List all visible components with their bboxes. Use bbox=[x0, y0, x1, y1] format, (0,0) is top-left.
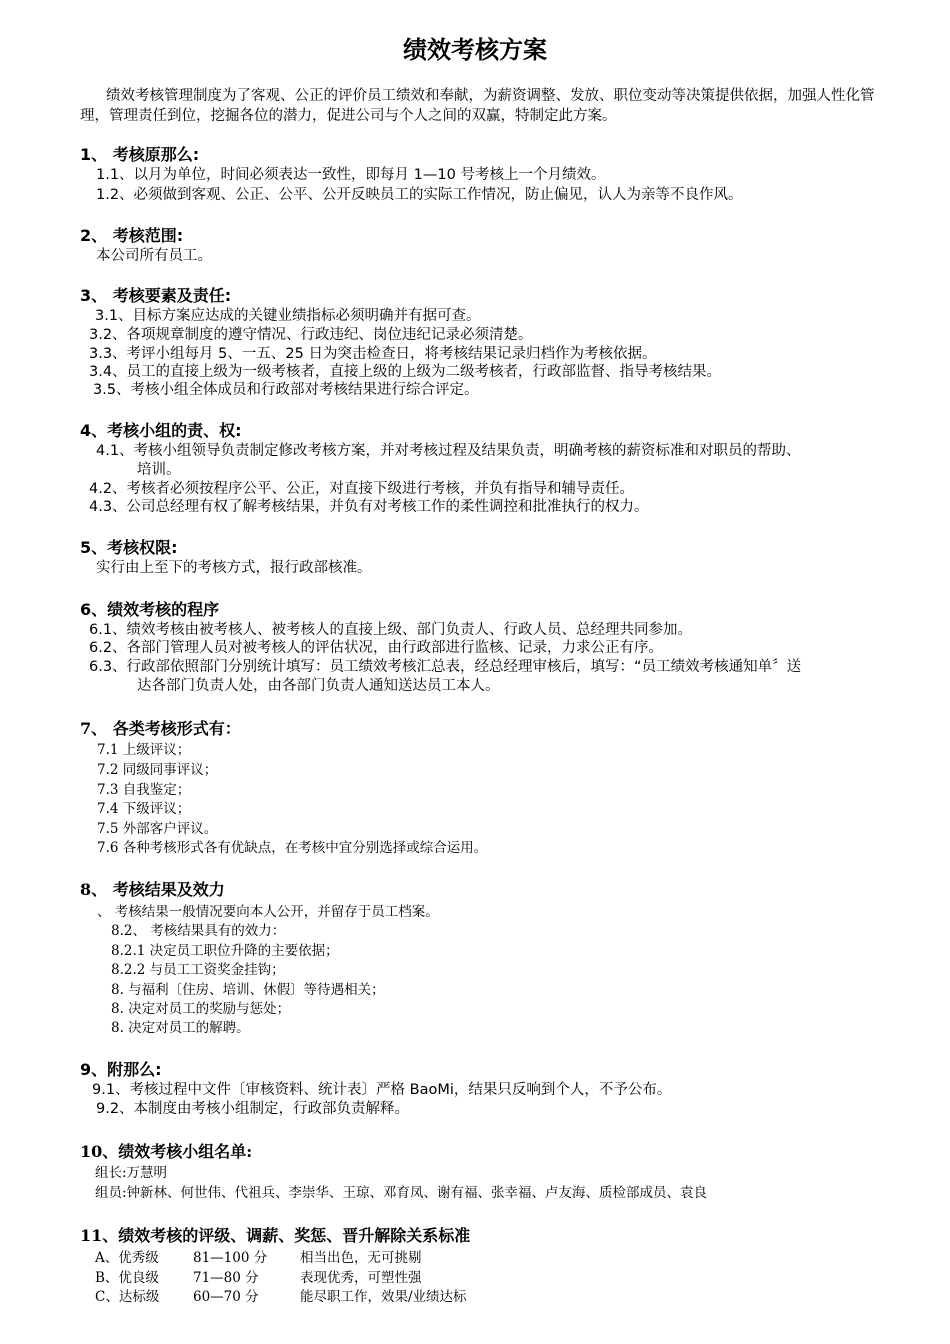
section-1-heading: 1、 考核原那么: bbox=[80, 145, 200, 164]
section-8-subitem: 8.2.1 决定员工职位升降的主要依据； bbox=[111, 943, 339, 959]
section-4-item-continued: 培训。 bbox=[137, 462, 181, 478]
grade-description: 表现优秀，可塑性强 bbox=[300, 1270, 422, 1286]
grade-row bbox=[95, 1248, 422, 1268]
section-6-item: 6.3、行政部依照部门分别统计填写：员工绩效考核汇总表，经总经理审核后，填写：“员工绩效考核通知单〞送 bbox=[89, 659, 802, 675]
section-7-item: 7.6 各种考核形式各有优缺点，在考核中宜分别选择或综合运用。 bbox=[97, 840, 488, 856]
section-3-heading: 3、 考核要素及责任: bbox=[80, 286, 232, 305]
group-members: 组员:钟新林、何世伟、代祖兵、李崇华、王琼、邓育凤、谢有福、张幸福、卢友海、质检部成员、袁良 bbox=[95, 1185, 708, 1201]
grade-score-range: 60—70 分 bbox=[193, 1289, 259, 1305]
section-8-subitem: 8.2.2 与员工工资奖金挂钩； bbox=[111, 962, 285, 978]
section-7-item: 7.2 同级同事评议； bbox=[97, 762, 218, 778]
section-9-item: 9.1、考核过程中文件〔审核资料、统计表〕严格 BaoMi，结果只反响到个人，不予公布。 bbox=[92, 1082, 672, 1098]
group-leader: 组长:万慧明 bbox=[95, 1165, 168, 1181]
section-8-subitem: 8. 决定对员工的奖励与惩处； bbox=[111, 1001, 291, 1017]
section-6-item: 6.2、各部门管理人员对被考核人的评估状况，由行政部进行监核、记录，力求公正有序。 bbox=[89, 640, 664, 656]
section-4-item: 4.1、考核小组领导负责制定修改考核方案，并对考核过程及结果负责，明确考核的薪资标准和对职员的帮助、 bbox=[96, 443, 801, 459]
section-3-item: 3.2、各项规章制度的遵守情况、行政违纪、岗位违纪记录必须清楚。 bbox=[89, 327, 533, 343]
section-7-item: 7.4 下级评议； bbox=[97, 801, 191, 817]
section-2-heading: 2、 考核范围: bbox=[80, 226, 184, 245]
section-4-item: 4.2、考核者必须按程序公平、公正，对直接下级进行考核，并负有指导和辅导责任。 bbox=[89, 481, 635, 497]
section-6-item-continued: 达各部门负责人处，由各部门负责人通知送达员工本人。 bbox=[137, 678, 500, 694]
grade-description: 相当出色，无可挑剔 bbox=[300, 1250, 422, 1266]
section-11-heading: 11、绩效考核的评级、调薪、奖惩、晋升解除关系标准 bbox=[80, 1226, 471, 1245]
section-7-item: 7.1 上级评议； bbox=[97, 742, 191, 758]
section-1-item: 1.1、以月为单位，时间必须表达一致性，即每月 1—10 号考核上一个月绩效。 bbox=[96, 167, 606, 183]
section-1-item: 1.2、必须做到客观、公正、公平、公开反映员工的实际工作情况，防止偏见，认人为亲等不良作风。 bbox=[96, 187, 743, 203]
section-7-item: 7.5 外部客户评议。 bbox=[97, 821, 218, 837]
section-9-heading: 9、附那么: bbox=[80, 1060, 162, 1079]
grade-score-range: 71—80 分 bbox=[193, 1270, 259, 1286]
section-5-heading: 5、考核权限: bbox=[80, 538, 178, 557]
grade-description: 能尽职工作，效果/业绩达标 bbox=[300, 1289, 467, 1305]
section-5-item: 实行由上至下的考核方式，报行政部核准。 bbox=[96, 560, 372, 576]
grade-name: C、达标级 bbox=[95, 1289, 160, 1305]
section-8-item: 、 考核结果一般情况要向本人公开，并留存于员工档案。 bbox=[97, 904, 439, 920]
grade-score-range: 81—100 分 bbox=[193, 1250, 268, 1266]
section-3-item: 3.5、考核小组全体成员和行政部对考核结果进行综合评定。 bbox=[93, 382, 479, 398]
section-4-item: 4.3、公司总经理有权了解考核结果，并负有对考核工作的柔性调控和批准执行的权力。 bbox=[89, 499, 649, 515]
section-8-subitem: 8. 决定对员工的解聘。 bbox=[111, 1020, 250, 1036]
intro-text: 绩效考核管理制度为了客观、公正的评价员工绩效和奉献，为薪资调整、发放、职位变动等决策提供依据，加强人性化管理，管理责任到位，挖掘各位的潜力，促进公司与个人之间的双赢，特制定此方案。 bbox=[80, 88, 875, 124]
section-10-heading: 10、绩效考核小组名单: bbox=[80, 1142, 253, 1161]
section-2-item: 本公司所有员工。 bbox=[96, 248, 212, 264]
section-6-item: 6.1、绩效考核由被考核人、被考核人的直接上级、部门负责人、行政人员、总经理共同参加。 bbox=[89, 622, 693, 638]
section-4-heading: 4、考核小组的责、权: bbox=[80, 421, 242, 440]
section-9-item: 9.2、本制度由考核小组制定，行政部负责解释。 bbox=[96, 1101, 410, 1117]
section-3-item: 3.4、员工的直接上级为一级考核者，直接上级的上级为二级考核者，行政部监督、指导考核结果。 bbox=[89, 364, 722, 380]
grade-row bbox=[95, 1287, 467, 1307]
section-8-heading: 8、 考核结果及效力 bbox=[80, 880, 225, 899]
section-7-heading: 7、 各类考核形式有： bbox=[80, 719, 241, 738]
section-7-item: 7.3 自我鉴定； bbox=[97, 782, 191, 798]
section-3-item: 3.3、考评小组每月 5、一五、25 日为突击检查日，将考核结果记录归档作为考核依据。 bbox=[89, 346, 657, 362]
section-6-heading: 6、绩效考核的程序 bbox=[80, 600, 220, 619]
document-title: 绩效考核方案 bbox=[403, 36, 547, 64]
intro-paragraph bbox=[80, 86, 875, 126]
section-8-item: 8.2、 考核结果具有的效力： bbox=[111, 923, 286, 939]
section-8-subitem: 8. 与福利〔住房、培训、休假〕等待遇相关； bbox=[111, 982, 385, 998]
section-3-item: 3.1、目标方案应达成的关键业绩指标必须明确并有据可查。 bbox=[95, 308, 481, 324]
grade-name: A、优秀级 bbox=[95, 1250, 159, 1266]
grade-row bbox=[95, 1268, 422, 1288]
grade-name: B、优良级 bbox=[95, 1270, 159, 1286]
